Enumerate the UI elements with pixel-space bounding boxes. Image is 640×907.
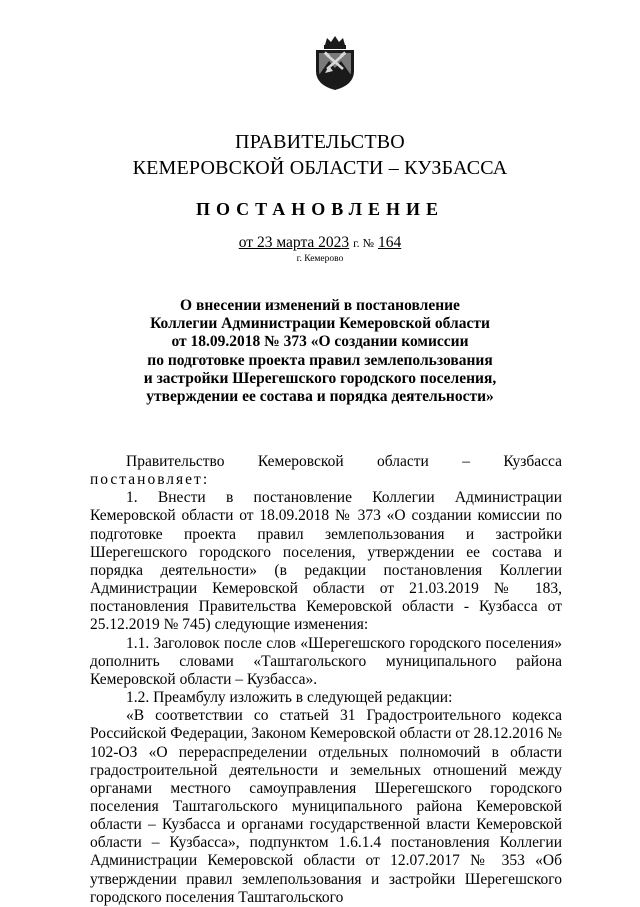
body-paragraph: 1. Внести в постановление Коллегии Администрации Кемеровской области от 18.09.2018 № 373 «О создании комиссии по подготовке проекта правил землепользования и застройки Шерегешского городского поселения, утверждении ее состава и порядка деятельности» (в редакции постановления Коллегии Администрации Кемеровской области от 21.03.2019 № 183, постановления Правительства Кемеровской области - Кузбасса от 25.12.2019 № 745) следующие изменения: [90,489,562,634]
title-line: и застройки Шерегешского городского поселения, [143,369,497,387]
decree-number: 164 [377,234,402,251]
title-line: от 18.09.2018 № 373 «О создании комиссии [171,333,469,351]
coat-of-arms-icon [313,35,357,91]
body-paragraph: 1.1. Заголовок после слов «Шерегешского городского поселения» дополнить словами «Таштагольского муниципального района Кемеровской области – Кузбасса». [90,634,562,688]
title-line: О внесении изменений в постановление [180,297,460,314]
body-paragraph: 1.2. Преамбулу изложить в следующей редакции: [126,689,453,707]
intro-paragraph [90,453,562,489]
title-line: по подготовке проекта правил землепользования [147,351,493,369]
title-line: утверждении ее состава и порядка деятельности» [146,388,494,406]
intro-verb: постановляет: [90,471,210,489]
body-paragraph: «В соответствии со статьей 31 Градостроительного кодекса Российской Федерации, Законом Кемеровской области от 28.12.2016 № 102-ОЗ «О перераспределении отдельных полномочий в области градостроительной деятельности и земельных отношений между органами местного самоуправления Шерегешского городского поселения Таштагольского муниципального района Кемеровской области – Кузбасса и органами государственной власти Кемеровской области – Кузбасса», подпунктом 1.6.1.4 постановления Коллегии Администрации Кемеровской области от 12.07.2017 № 353 «Об утверждении правил землепользования и застройки Шерегешского городского поселения Таштагольского [90,707,562,906]
decree-body [90,453,562,907]
decree-date: от 23 марта 2023 [238,234,350,251]
decree-title [110,297,530,406]
year-number-label: г. № [353,236,375,250]
government-name-line-2: КЕМЕРОВСКОЙ ОБЛАСТИ – КУЗБАССА [132,157,508,179]
document-type: ПОСТАНОВЛЕНИЕ [195,199,445,219]
intro-text: Правительство Кемеровской области – Кузбасса [126,453,562,470]
title-line: Коллегии Администрации Кемеровской области [150,315,490,333]
city-name: г. Кемерово [296,254,344,264]
date-number-line [0,233,640,253]
government-name-line-1: ПРАВИТЕЛЬСТВО [235,131,405,153]
